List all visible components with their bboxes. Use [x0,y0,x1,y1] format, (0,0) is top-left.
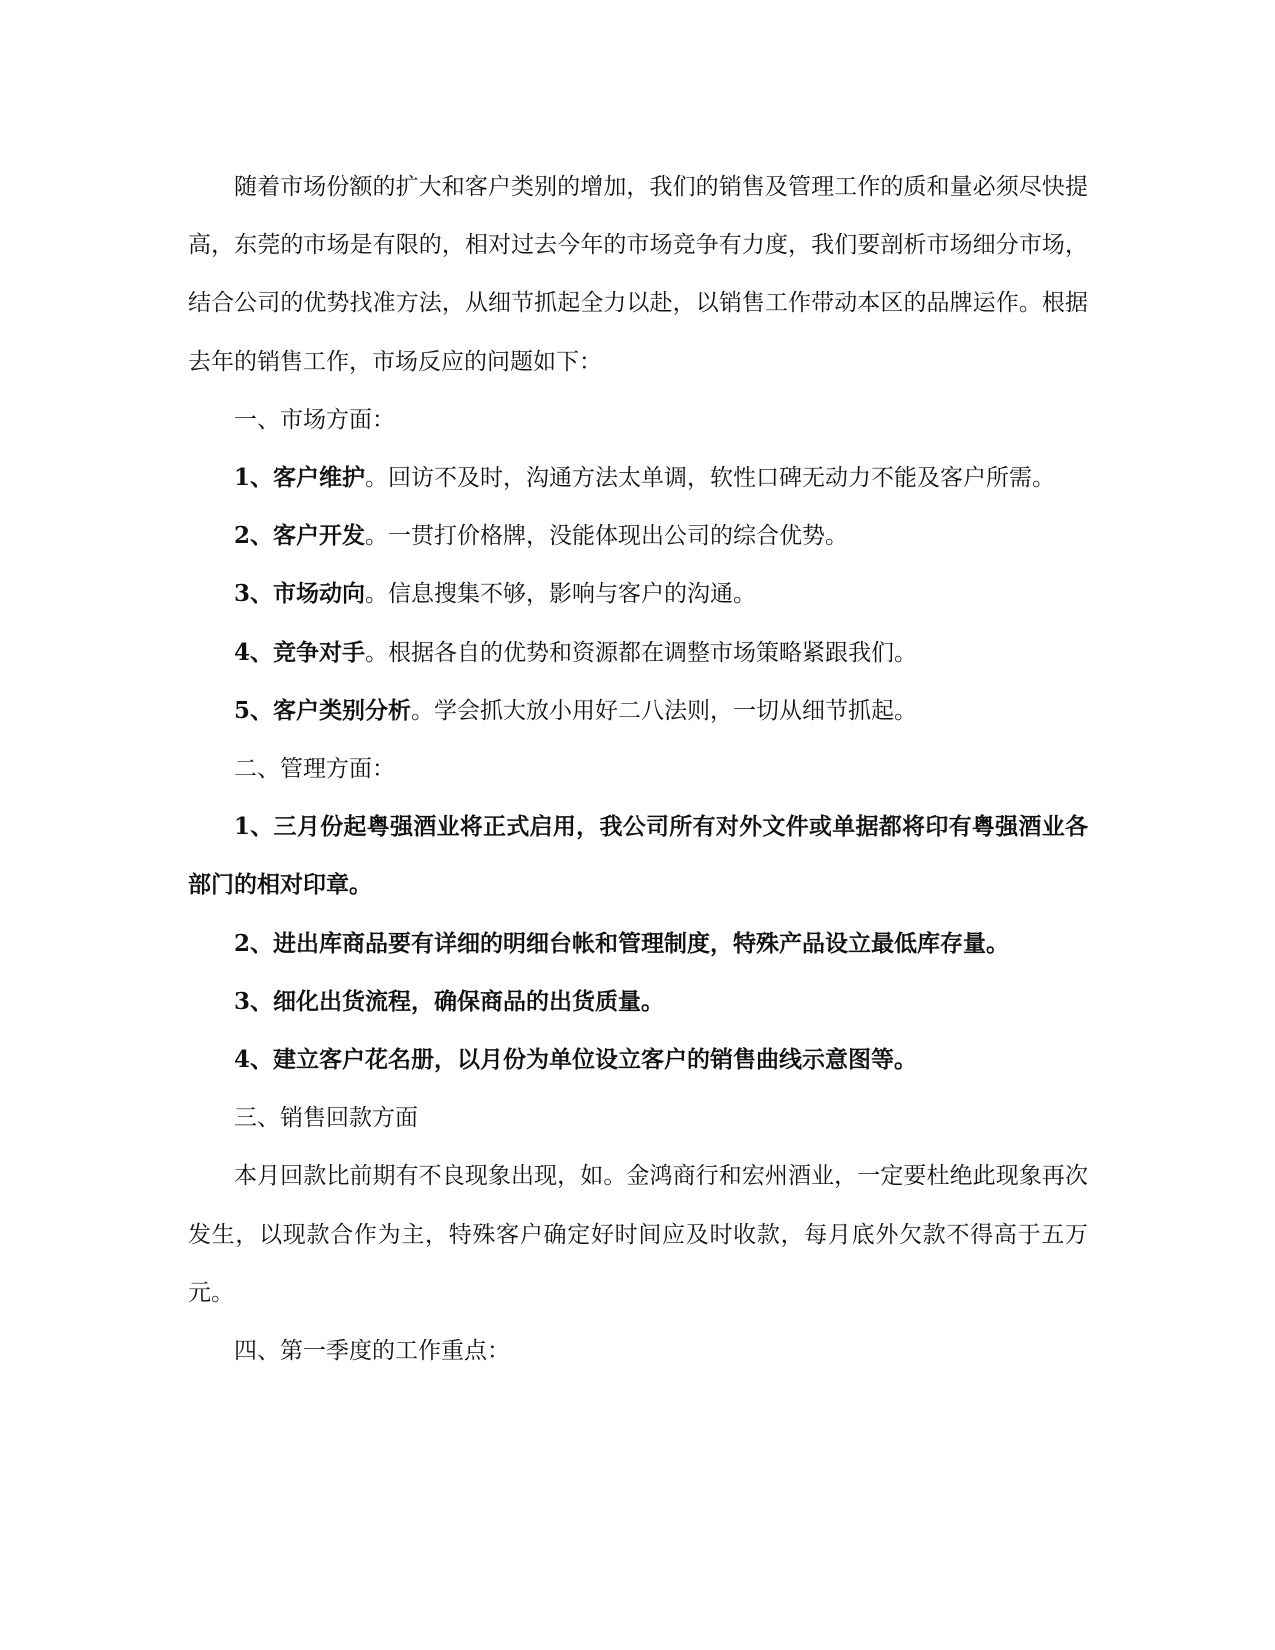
item-label: 1、客户维护 [234,464,366,492]
item-label: 5、客户类别分析 [234,696,412,724]
section-3-body: 本月回款比前期有不良现象出现，如。金鸿商行和宏州酒业，一定要杜绝此现象再次发生，以现款合作为主，特殊客户确定好时间应及时收款，每月底外欠款不得高于五万元。 [188,1163,1088,1306]
section-2-heading: 二、管理方面： [234,756,395,783]
item-text: 。学会抓大放小用好二八法则，一切从细节抓起。 [411,697,918,724]
item-text: 。根据各自的优势和资源都在调整市场策略紧跟我们。 [365,639,918,666]
section-1-item-5 [188,682,1088,740]
section-2-item-4: 4、建立客户花名册，以月份为单位设立客户的销售曲线示意图等。 [234,1046,918,1074]
section-1-item-2 [188,507,1088,565]
section-4-heading: 四、第一季度的工作重点： [234,1338,510,1365]
section-1-item-1 [188,449,1088,507]
section-2-item-2: 2、进出库商品要有详细的明细台帐和管理制度，特殊产品设立最低库存量。 [234,929,1010,957]
section-3-heading: 三、销售回款方面 [234,1105,418,1132]
item-text: 。信息搜集不够，影响与客户的沟通。 [365,581,757,608]
item-label: 2、客户开发 [234,522,366,550]
intro-paragraph: 随着市场份额的扩大和客户类别的增加，我们的销售及管理工作的质和量必须尽快提高，东莞的市场是有限的，相对过去今年的市场竞争有力度，我们要剖析市场细分市场，结合公司的优势找准方法，从细节抓起全力以赴，以销售工作带动本区的品牌运作。根据去年的销售工作，市场反应的问题如下： [188,174,1088,375]
item-text: 。回访不及时，沟通方法太单调，软性口碑无动力不能及客户所需。 [365,465,1056,492]
item-label: 3、市场动向 [234,580,366,608]
section-1-item-3 [188,565,1088,623]
section-1-item-4 [188,624,1088,682]
section-2-item-3: 3、细化出货流程，确保商品的出货质量。 [234,987,665,1015]
item-text: 。一贯打价格牌，没能体现出公司的综合优势。 [365,523,849,550]
item-label: 4、竞争对手 [234,638,366,666]
section-2-item-1: 1、三月份起粤强酒业将正式启用，我公司所有对外文件或单据都将印有粤强酒业各部门的相对印章。 [188,813,1088,899]
document-body [188,158,1088,1380]
section-1-heading: 一、市场方面： [234,406,395,433]
